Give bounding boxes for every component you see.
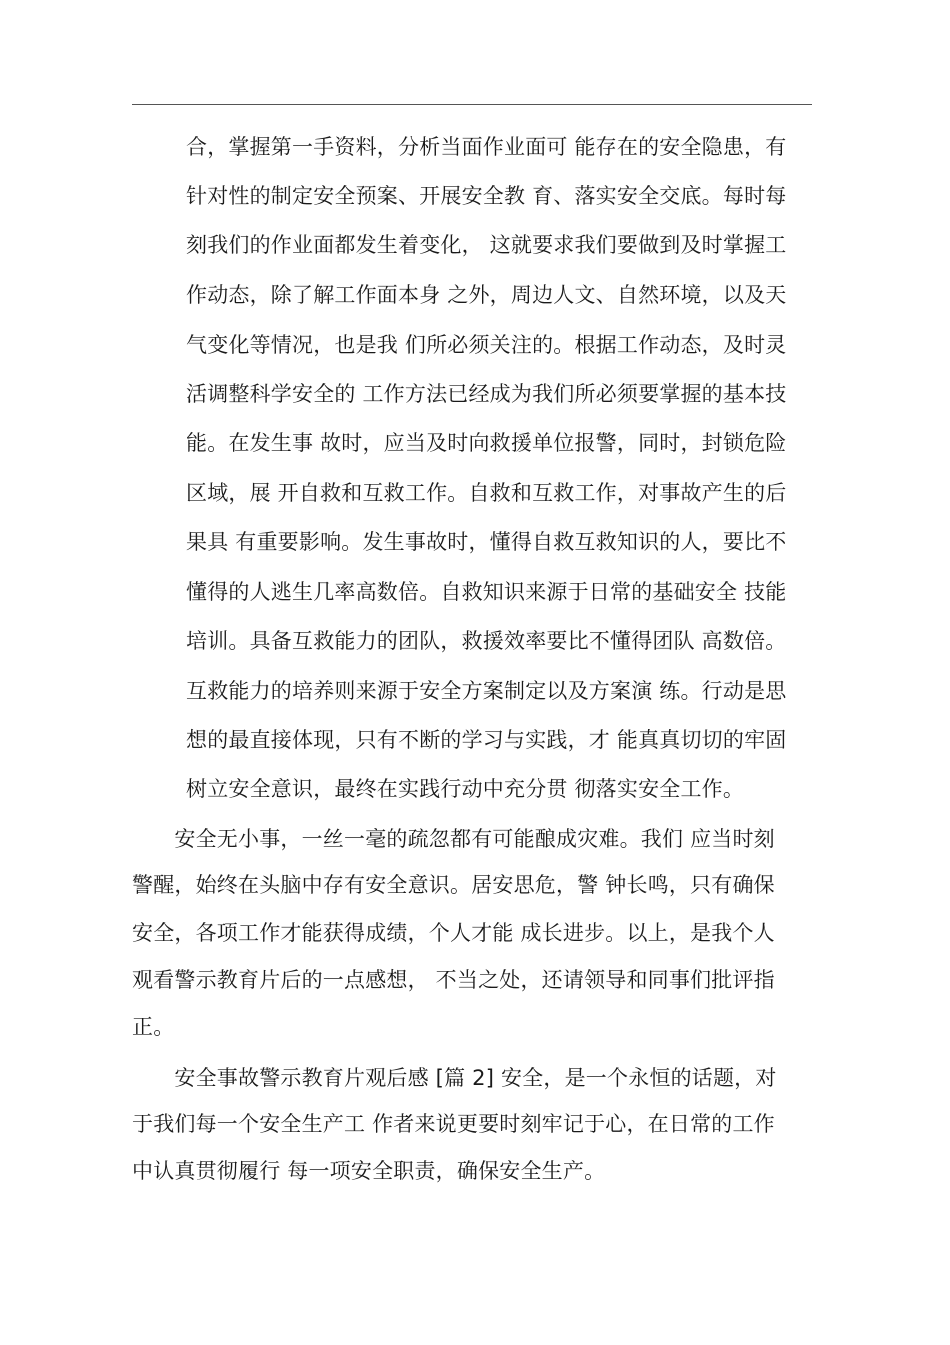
text-line: 刻我们的作业面都发生着变化， 这就要求我们要做到及时掌握工 — [186, 233, 787, 257]
text-line: 合，掌握第一手资料，分析当面作业面可 能存在的安全隐患，有 — [186, 135, 787, 159]
text-line: 安全无小事，一丝一毫的疏忽都有可能酿成灾难。我们 应当时刻 — [132, 827, 775, 851]
text-line: 安全，各项工作才能获得成绩，个人才能 成长进步。以上，是我个人 — [132, 921, 775, 945]
text-line: 针对性的制定安全预案、开展安全教 育、落实安全交底。每时每 — [186, 184, 787, 208]
text-line: 树立安全意识，最终在实践行动中充分贯 彻落实安全工作。 — [186, 777, 745, 801]
text-line: 安全事故警示教育片观后感 [篇 2] 安全，是一个永恒的话题，对 — [132, 1066, 777, 1090]
text-line: 懂得的人逃生几率高数倍。自救知识来源于日常的基础安全 技能 — [186, 580, 787, 604]
text-line: 想的最直接体现，只有不断的学习与实践，才 能真真切切的牢固 — [186, 728, 787, 752]
text-line: 区域，展 开自救和互救工作。自救和互救工作，对事故产生的后 — [186, 481, 787, 505]
text-line: 活调整科学安全的 工作方法已经成为我们所必须要掌握的基本技 — [186, 382, 787, 406]
text-line: 作动态，除了解工作面本身 之外，周边人文、自然环境，以及天 — [186, 283, 787, 307]
text-line: 观看警示教育片后的一点感想， 不当之处，还请领导和同事们批评指 — [132, 968, 775, 992]
text-line: 于我们每一个安全生产工 作者来说更要时刻牢记于心，在日常的工作 — [132, 1112, 775, 1136]
text-line: 正。 — [132, 1015, 175, 1039]
text-line: 培训。具备互救能力的团队，救援效率要比不懂得团队 高数倍。 — [186, 629, 787, 653]
text-line: 中认真贯彻履行 每一项安全职责，确保安全生产。 — [132, 1159, 606, 1183]
text-line: 警醒，始终在头脑中存有安全意识。居安思危，警 钟长鸣，只有确保 — [132, 873, 775, 897]
text-line: 果具 有重要影响。发生事故时，懂得自救互救知识的人，要比不 — [186, 530, 787, 554]
header-rule — [132, 104, 812, 105]
text-line: 能。在发生事 故时，应当及时向救援单位报警，同时，封锁危险 — [186, 431, 787, 455]
text-line: 互救能力的培养则来源于安全方案制定以及方案演 练。行动是思 — [186, 679, 787, 703]
text-line: 气变化等情况，也是我 们所必须关注的。根据工作动态，及时灵 — [186, 333, 787, 357]
